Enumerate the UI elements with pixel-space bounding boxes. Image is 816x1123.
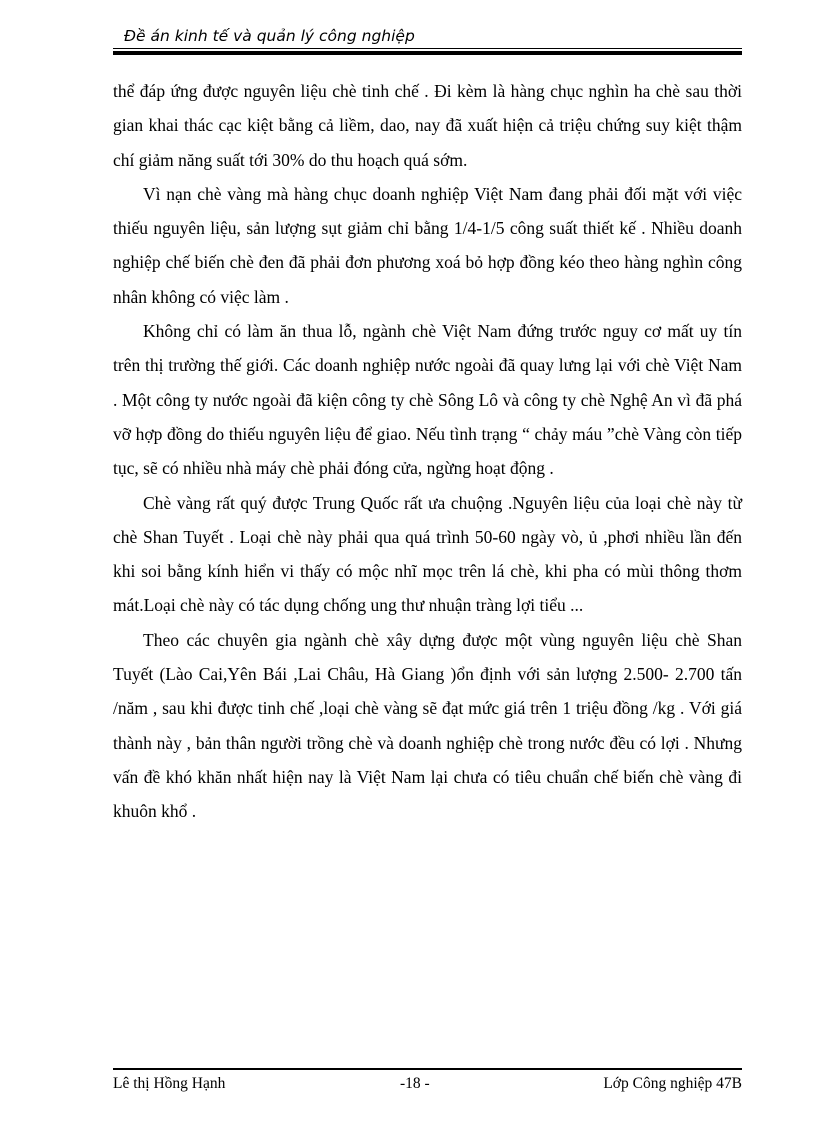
footer-page-number: -18 - <box>400 1075 430 1092</box>
header-rule-thin <box>113 48 742 49</box>
header-rule-thick <box>113 51 742 55</box>
paragraph-5: Theo các chuyên gia ngành chè xây dựng được một vùng nguyên liệu chè Shan Tuyết (Lào Cai,Yên Bái ,Lai Châu, Hà Giang )ổn định với sản lượng 2.500- 2.700 tấn /năm , sau khi được tinh chế ,loại chè vàng sẽ đạt mức giá trên 1 triệu đồng /kg . Với giá thành này , bản thân người trồng chè và doanh nghiệp chè trong nước đều có lợi . Nhưng vấn đề khó khăn nhất hiện nay là Việt Nam lại chưa có tiêu chuẩn chế biến chè vàng đi khuôn khổ . <box>113 629 742 822</box>
footer-author: Lê thị Hồng Hạnh <box>113 1075 226 1092</box>
paragraph-4: Chè vàng rất quý được Trung Quốc rất ưa chuộng .Nguyên liệu của loại chè này từ chè Shan Tuyết . Loại chè này phải qua quá trình 50-60 ngày vò, ủ ,phơi nhiều lần đến khi soi bằng kính hiển vi thấy có mộc nhĩ mọc trên lá chè, khi pha có mùi thông thơm mát.Loại chè này có tác dụng chống ung thư nhuận tràng lợi tiểu ... <box>113 492 742 616</box>
footer-rule <box>113 1068 742 1070</box>
header-title: Đề án kinh tế và quản lý công nghiệp <box>124 27 415 45</box>
paragraph-3: Không chỉ có làm ăn thua lỗ, ngành chè Việt Nam đứng trước nguy cơ mất uy tín trên thị trường thế giới. Các doanh nghiệp nước ngoài đã quay lưng lại với chè Việt Nam . Một công ty nước ngoài đã kiện công ty chè Sông Lô và công ty chè Nghệ An vì đã phá vỡ hợp đồng do thiếu nguyên liệu để giao. Nếu tình trạng “ chảy máu ”chè Vàng còn tiếp tục, sẽ có nhiều nhà máy chè phải đóng cửa, ngừng hoạt động . <box>113 321 742 479</box>
body-text <box>113 74 742 829</box>
paragraph-1: thể đáp ứng được nguyên liệu chè tinh chế . Đi kèm là hàng chục nghìn ha chè sau thời gian khai thác cạc kiệt bằng cả liềm, dao, nay đã xuất hiện cả triệu chứng suy kiệt thậm chí giảm năng suất tới 30% do thu hoạch quá sớm. <box>113 81 742 170</box>
footer-class-name: Lớp Công nghiệp 47B <box>603 1075 742 1092</box>
paragraph-2: Vì nạn chè vàng mà hàng chục doanh nghiệp Việt Nam đang phải đối mặt với việc thiếu nguyên liệu, sản lượng sụt giảm chỉ bằng 1/4-1/5 công suất thiết kế . Nhiều doanh nghiệp chế biến chè đen đã phải đơn phương xoá bỏ hợp đồng kéo theo hàng nghìn công nhân không có việc làm . <box>113 183 742 307</box>
